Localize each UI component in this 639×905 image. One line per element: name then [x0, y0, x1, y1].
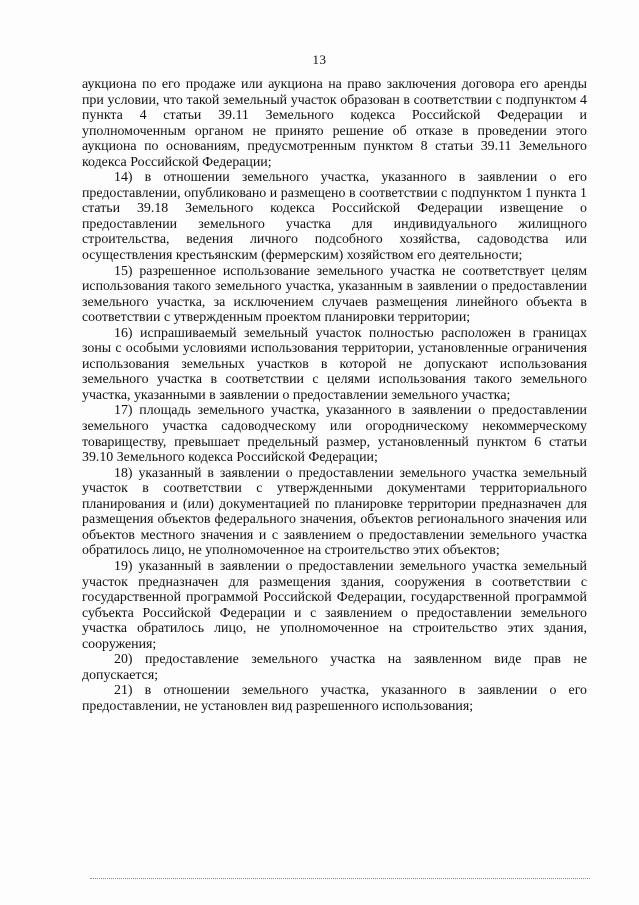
paragraph-14: 14) в отношении земельного участка, указанного в заявлении о его предоставлении, опубликовано и размещено в соответствии с подпунктом 1 пункта 1 статьи 39.18 Земельного кодекса Российской Федерации извещение о предоставлении земельного участка для индивидуального жилищного строительства, ведения личного подсобного хозяйства, садоводства или осуществления крестьянским (фермерским) хозяйством его деятельности; — [82, 170, 587, 264]
paragraph-15: 15) разрешенное использование земельного участка не соответствует целям использования такого земельного участка, указанным в заявлении о предоставлении земельного участка, за исключением случаев размещения линейного объекта в соответствии с утвержденным проектом планировки территории; — [82, 263, 587, 326]
paragraph-16: 16) испрашиваемый земельный участок полностью расположен в границах зоны с особыми условиями использования территории, установленные ограничения использования земельных участков в которой не допускают использования земельного участка в соответствии с целями использования такого земельного участка, указанными в заявлении о предоставлении земельного участка; — [82, 325, 587, 403]
paragraph-13-continuation: аукциона по его продаже или аукциона на право заключения договора его аренды при условии, что такой земельный участок образован в соответствии с подпунктом 4 пункта 4 статьи 39.11 Земельного кодекса Российской Федерации и уполномоченным органом не принято решение об отказе в проведении этого аукциона по основаниям, предусмотренным пунктом 8 статьи 39.11 Земельного кодекса Российской Федерации; — [82, 77, 587, 170]
bottom-edge-divider — [90, 878, 590, 880]
paragraph-19: 19) указанный в заявлении о предоставлении земельного участка земельный участок предназначен для размещения здания, сооружения в соответствии с государственной программой Российской Федерации, государственной программой субъекта Российской Федерации и с заявлением о предоставлении земельного участка обратилось лицо, не уполномоченное на строительство этих здания, сооружения; — [82, 558, 587, 652]
paragraph-21: 21) в отношении земельного участка, указанного в заявлении о его предоставлении, не установлен вид разрешенного использования; — [82, 683, 587, 714]
paragraph-20: 20) предоставление земельного участка на заявленном виде прав не допускается; — [82, 652, 587, 683]
page-number: 13 — [312, 52, 327, 67]
paragraph-18: 18) указанный в заявлении о предоставлении земельного участка земельный участок в соответствии с утвержденными документами территориального планирования и (или) документацией по планировке территории предназначен для размещения объектов федерального значения, объектов регионального значения или объектов местного значения и с заявлением о предоставлении земельного участка обратилось лицо, не уполномоченное на строительство этих объектов; — [82, 465, 587, 559]
document-body — [82, 77, 587, 714]
paragraph-17: 17) площадь земельного участка, указанного в заявлении о предоставлении земельного участка садоводческому или огородническому некоммерческому товариществу, превышает предельный размер, установленный пунктом 6 статьи 39.10 Земельного кодекса Российской Федерации; — [82, 403, 587, 466]
